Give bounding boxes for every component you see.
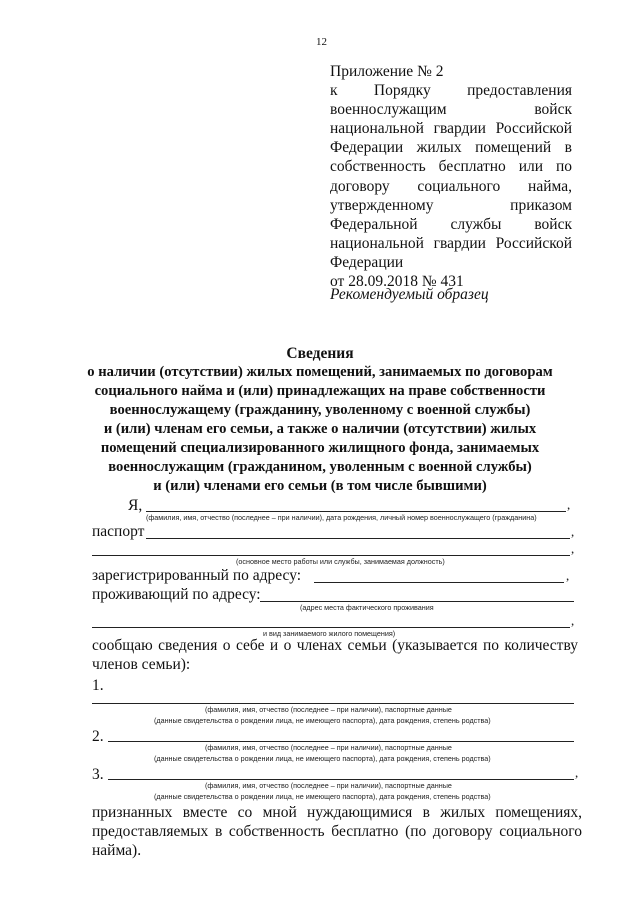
registered-address-field[interactable] [314, 582, 564, 583]
member-number: 3. [92, 766, 104, 783]
member-caption: (данные свидетельства о рождении лица, не имеющего паспорта), дата рождения, степень родства) [154, 716, 491, 725]
full-name-caption: (фамилия, имя, отчество (последнее – при наличии), дата рождения, личный номер военнослужащего (гражданина) [146, 513, 537, 522]
title-line: военнослужащему (гражданину, уволенному с военной службы) [109, 402, 531, 418]
passport-field[interactable] [146, 538, 570, 539]
member-caption: (данные свидетельства о рождении лица, не имеющего паспорта), дата рождения, степень родства) [154, 792, 491, 801]
comma: , [566, 568, 570, 583]
title-line: и (или) членам его семьи, а также о наличии (отсутствии) жилых [103, 421, 537, 437]
comma: , [575, 765, 579, 780]
title-line: и (или) членами его семьи (в том числе бывшими) [153, 478, 487, 494]
member-2-field[interactable] [108, 741, 574, 742]
comma: , [567, 497, 571, 512]
full-name-field[interactable] [146, 511, 566, 512]
appendix-line: договору социального найма, [330, 177, 572, 195]
appendix-line: утвержденному приказом [330, 196, 572, 214]
work-field[interactable] [92, 555, 570, 556]
member-1-field[interactable] [92, 703, 574, 704]
member-number: 1. [92, 677, 104, 694]
appendix-line: Федерации [330, 253, 404, 271]
closing-line: найма). [92, 842, 142, 859]
report-line: членов семьи): [92, 656, 191, 673]
housing-caption: и вид занимаемого жилого помещения) [263, 629, 396, 638]
member-caption: (фамилия, имя, отчество (последнее – при наличии), паспортные данные [205, 743, 452, 752]
living-label: проживающий по адресу: [92, 586, 261, 603]
member-caption: (фамилия, имя, отчество (последнее – при наличии), паспортные данные [205, 705, 452, 714]
registered-label: зарегистрированный по адресу: [92, 567, 302, 584]
member-number: 2. [92, 728, 104, 745]
work-caption: (основное место работы или службы, занимаемая должность) [236, 557, 445, 566]
appendix-line: Приложение № 2 [330, 63, 444, 80]
appendix-line: национальной гвардии Российской [330, 120, 572, 138]
appendix-line: к Порядку предоставления [330, 82, 572, 100]
housing-field[interactable] [92, 627, 570, 628]
title-line: о наличии (отсутствии) жилых помещений, занимаемых по договорам [87, 364, 553, 380]
appendix-line: военнослужащим войск [330, 101, 572, 119]
title-line: социального найма и (или) принадлежащих на праве собственности [94, 383, 546, 399]
member-3-field[interactable] [108, 779, 574, 780]
closing-paragraph [92, 803, 582, 860]
title-heading: Сведения [286, 345, 354, 362]
appendix-block [330, 62, 572, 291]
comma: , [571, 524, 575, 539]
closing-line: предоставляемых в собственность бесплатно (по договору социального [92, 823, 582, 840]
title-line: военнослужащим (гражданином, уволенным с военной службы) [108, 459, 532, 475]
i-label: Я, [128, 497, 143, 514]
closing-line: признанных вместе со мной нуждающимися в жилых помещениях, [92, 804, 582, 821]
living-address-field[interactable] [260, 601, 574, 602]
page-number: 12 [316, 36, 327, 48]
document-title [60, 344, 580, 496]
comma: , [571, 613, 575, 628]
appendix-line: от 28.09.2018 № 431 [330, 273, 464, 291]
living-caption: (адрес места фактического проживания [300, 603, 434, 612]
appendix-line: Федерации жилых помещений в [330, 139, 572, 157]
appendix-line: Федеральной службы войск [330, 215, 572, 233]
appendix-line: национальной гвардии Российской [330, 234, 572, 252]
comma: , [571, 541, 575, 556]
report-paragraph [92, 636, 578, 674]
recommended-sample-label: Рекомендуемый образец [330, 286, 489, 303]
member-caption: (данные свидетельства о рождении лица, не имеющего паспорта), дата рождения, степень родства) [154, 754, 491, 763]
appendix-line: собственность бесплатно или по [330, 158, 572, 176]
report-line: сообщаю сведения о себе и о членах семьи (указывается по количеству [92, 637, 578, 654]
passport-label: паспорт [92, 523, 145, 540]
member-caption: (фамилия, имя, отчество (последнее – при наличии), паспортные данные [205, 781, 452, 790]
title-line: помещений специализированного жилищного фонда, занимаемых [100, 440, 540, 456]
